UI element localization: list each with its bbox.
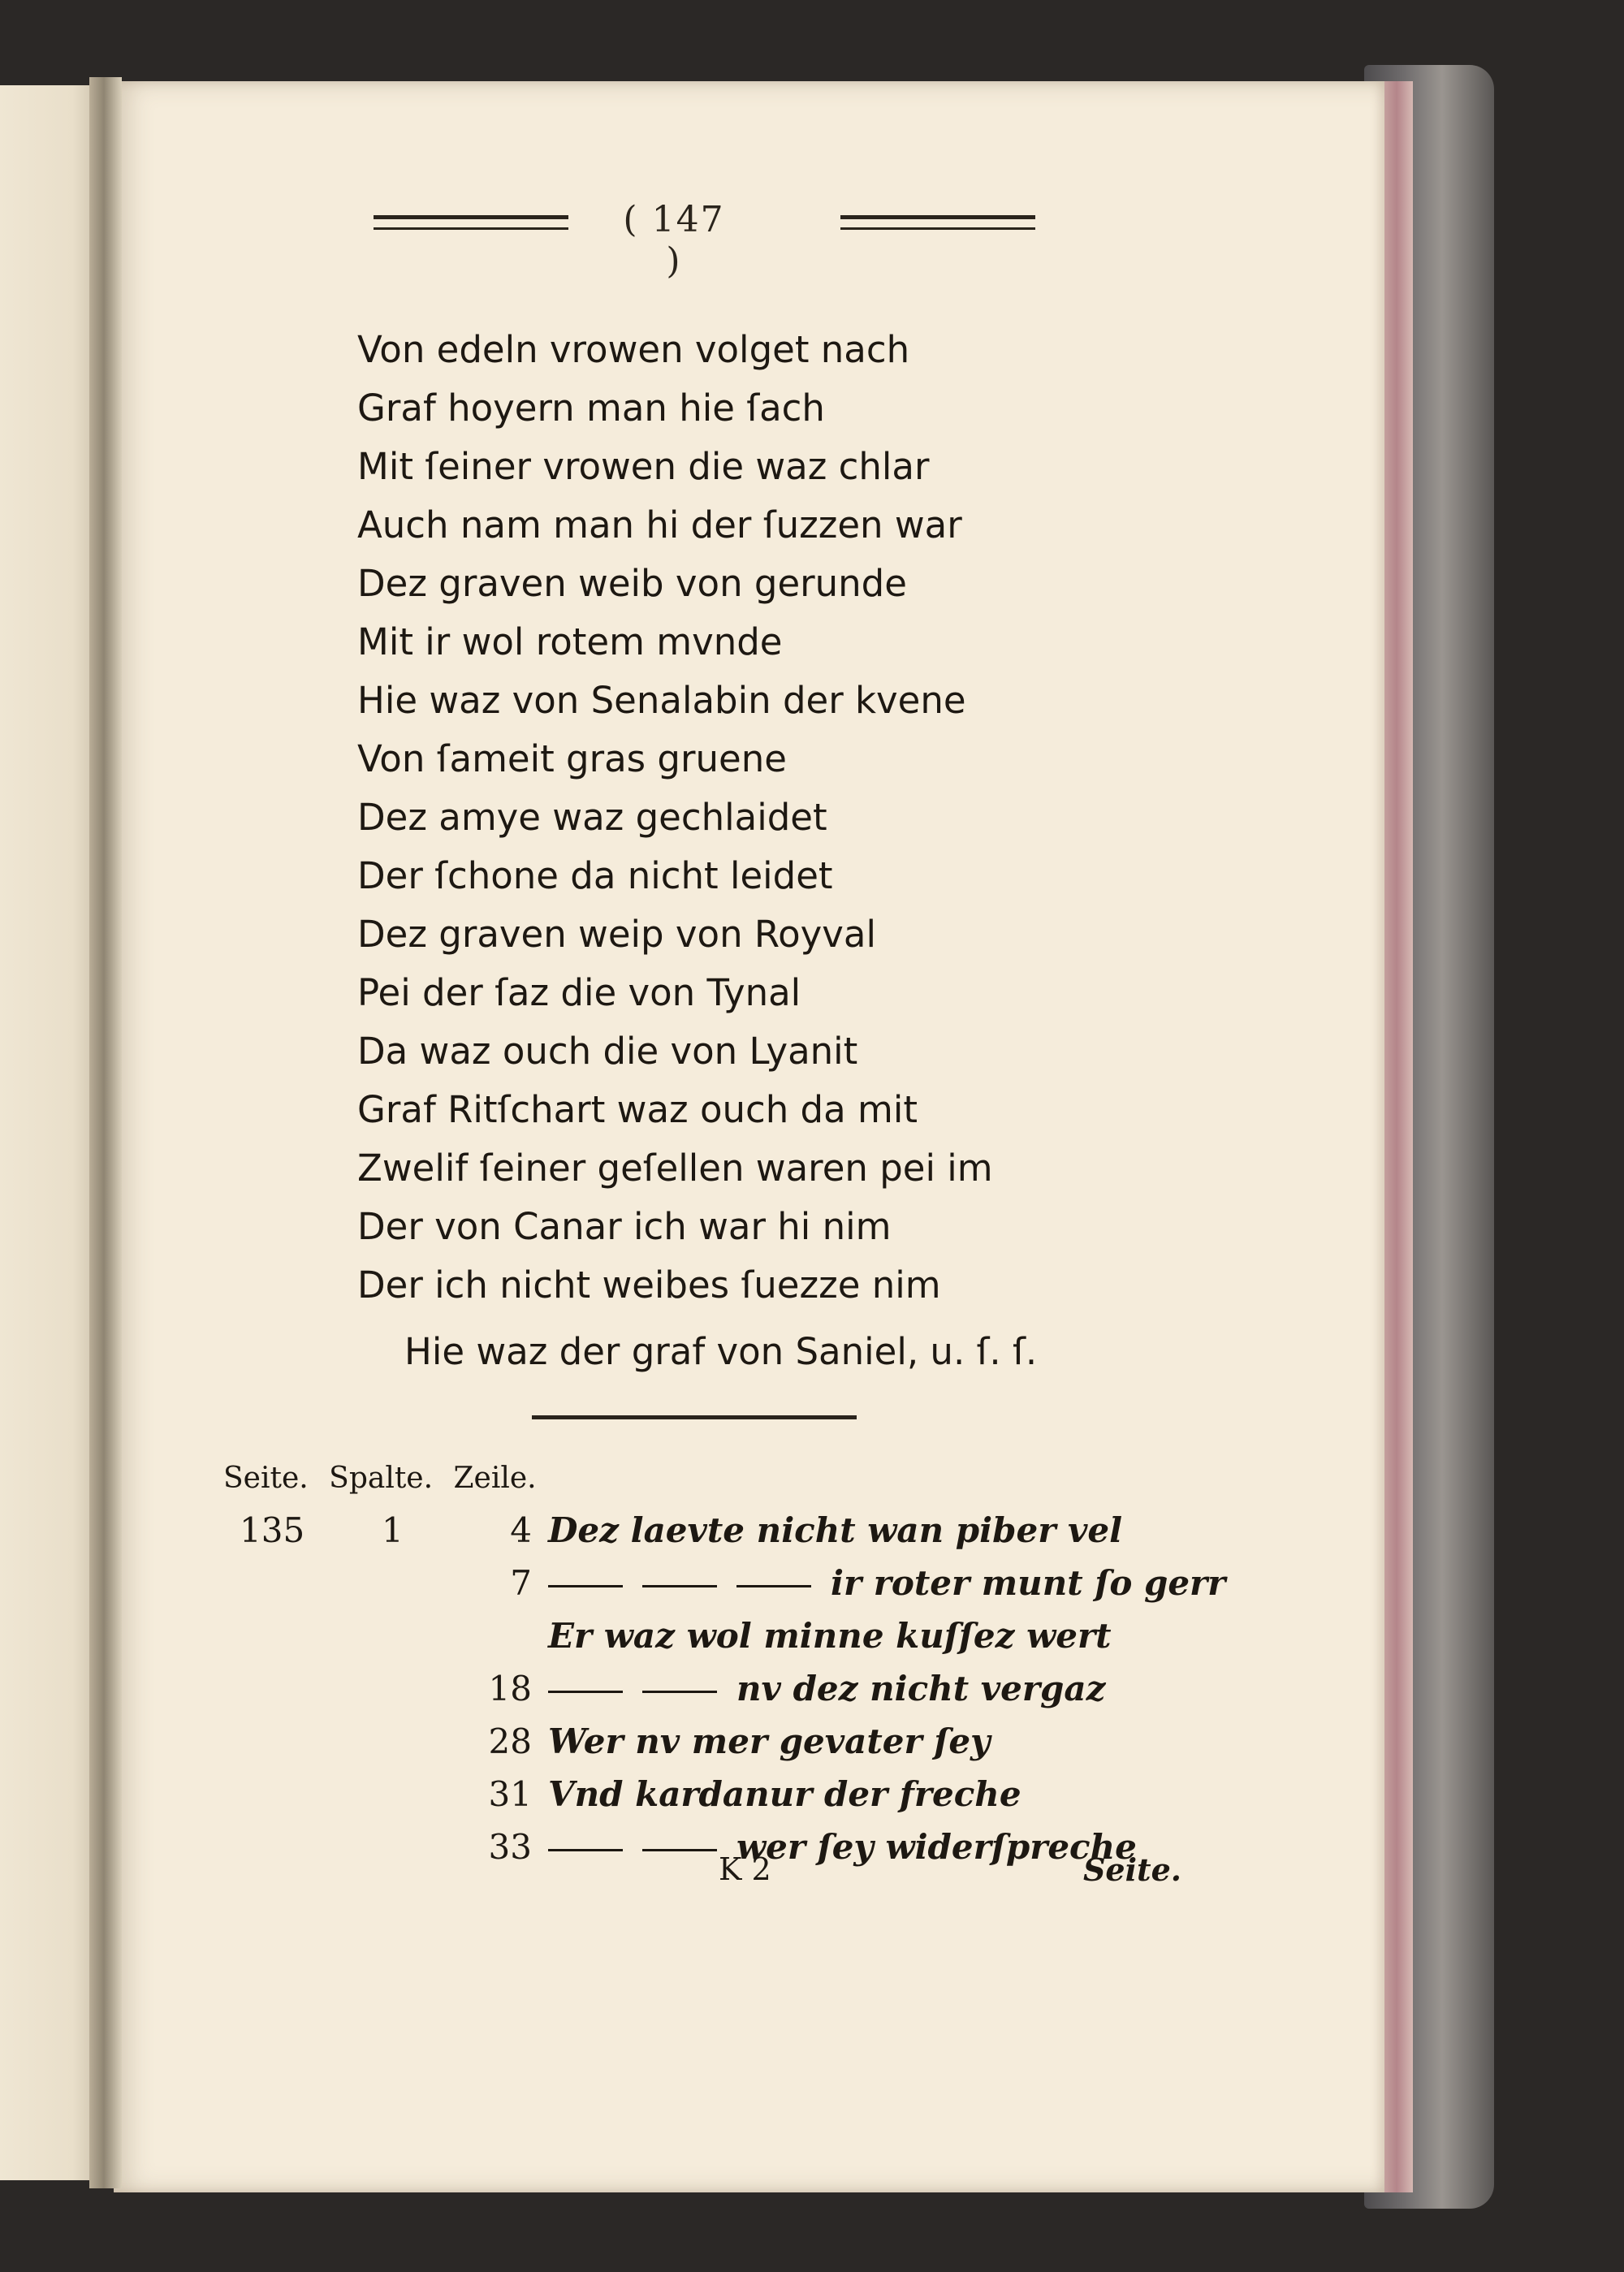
errata-zeile: 18	[488, 1669, 532, 1708]
poem-line: Dez graven weib von gerunde	[357, 562, 907, 605]
errata-seite: 135	[240, 1510, 305, 1550]
errata-correction-text: Er waz wol minne kuſſez wert	[548, 1616, 1112, 1656]
errata-correction	[548, 1510, 1122, 1550]
poem-line: Der ich nicht weibes ſuezze nim	[357, 1263, 941, 1307]
errata-row	[223, 1774, 1198, 1827]
errata-spalte: 1	[382, 1510, 404, 1550]
errata-correction	[548, 1563, 1225, 1603]
errata-zeile: 4	[510, 1510, 532, 1550]
errata-zeile: 28	[488, 1721, 532, 1761]
poem-line: Auch nam man hi der ſuzzen war	[357, 503, 962, 546]
poem-line: Zwelif ſeiner geſellen waren pei im	[357, 1147, 993, 1190]
poem-line: Der ſchone da nicht leidet	[357, 854, 833, 897]
errata-correction-text: ir roter munt ſo gerr	[831, 1563, 1226, 1603]
poem-line: Der von Canar ich war hi nim	[357, 1205, 892, 1248]
page-header	[244, 183, 1056, 282]
errata-zeile: 7	[510, 1563, 532, 1603]
errata-table	[223, 1462, 1226, 1880]
poem-line: Graf hoyern man hie ſach	[357, 387, 825, 430]
poem-line: Dez amye waz gechlaidet	[357, 796, 827, 839]
errata-row	[223, 1616, 1198, 1669]
errata-correction-text: Vnd kardanur der freche	[548, 1774, 1021, 1814]
errata-correction	[548, 1721, 990, 1761]
ditto-dash	[736, 1585, 811, 1587]
poem-last-line: Hie waz der graf von Saniel, u. ſ. ſ.	[404, 1330, 1038, 1373]
poem-text	[357, 321, 1250, 1381]
errata-zeile: 33	[488, 1827, 532, 1867]
errata-correction	[548, 1669, 1105, 1708]
poem-line: Dez graven weip von Royval	[357, 913, 877, 956]
errata-correction-text: wer ſey widerſpreche	[736, 1827, 1137, 1867]
signature-mark: K 2	[719, 1851, 771, 1887]
poem-line: Von edeln vrowen volget nach	[357, 328, 910, 371]
poem-line: Graf Ritſchart waz ouch da mit	[357, 1088, 918, 1131]
page-block-edge	[1380, 81, 1413, 2192]
errata-header	[223, 1462, 1198, 1510]
errata-correction	[548, 1774, 1021, 1814]
header-rule-left	[374, 215, 568, 230]
poem-line: Von ſameit gras gruene	[357, 737, 787, 780]
errata-row	[223, 1510, 1198, 1563]
errata-correction-text: Dez laevte nicht wan piber vel	[548, 1510, 1123, 1550]
ditto-dash	[548, 1585, 623, 1587]
errata-header-seite: Seite.	[223, 1462, 309, 1495]
errata-correction-text: nv dez nicht vergaz	[736, 1669, 1106, 1708]
poem-line: Pei der ſaz die von Tynal	[357, 971, 801, 1014]
section-divider	[532, 1415, 857, 1419]
errata-row	[223, 1721, 1198, 1774]
header-rule-right	[840, 215, 1035, 230]
errata-header-spalte: Spalte.	[329, 1462, 434, 1495]
catchword: Seite.	[1082, 1851, 1181, 1888]
errata-row	[223, 1669, 1198, 1721]
poem-line: Hie waz von Senalabin der kvene	[357, 679, 966, 722]
page-footer	[223, 1851, 1181, 1900]
ditto-dash	[548, 1691, 623, 1693]
poem-line: Mit ir wol rotem mvnde	[357, 620, 783, 663]
book-gutter	[89, 77, 122, 2188]
poem-line: Da waz ouch die von Lyanit	[357, 1030, 858, 1073]
ditto-dash	[642, 1691, 717, 1693]
errata-zeile: 31	[488, 1774, 532, 1814]
ditto-dash	[642, 1585, 717, 1587]
errata-correction-text: Wer nv mer gevater ſey	[548, 1721, 991, 1761]
poem-line: Mit ſeiner vrowen die waz chlar	[357, 445, 930, 488]
errata-correction	[548, 1616, 1112, 1656]
page-number: ( 147 )	[623, 199, 725, 282]
errata-row	[223, 1563, 1226, 1616]
left-page-edge	[0, 85, 104, 2180]
errata-rows	[223, 1510, 1226, 1880]
errata-header-zeile: Zeile.	[453, 1462, 537, 1495]
